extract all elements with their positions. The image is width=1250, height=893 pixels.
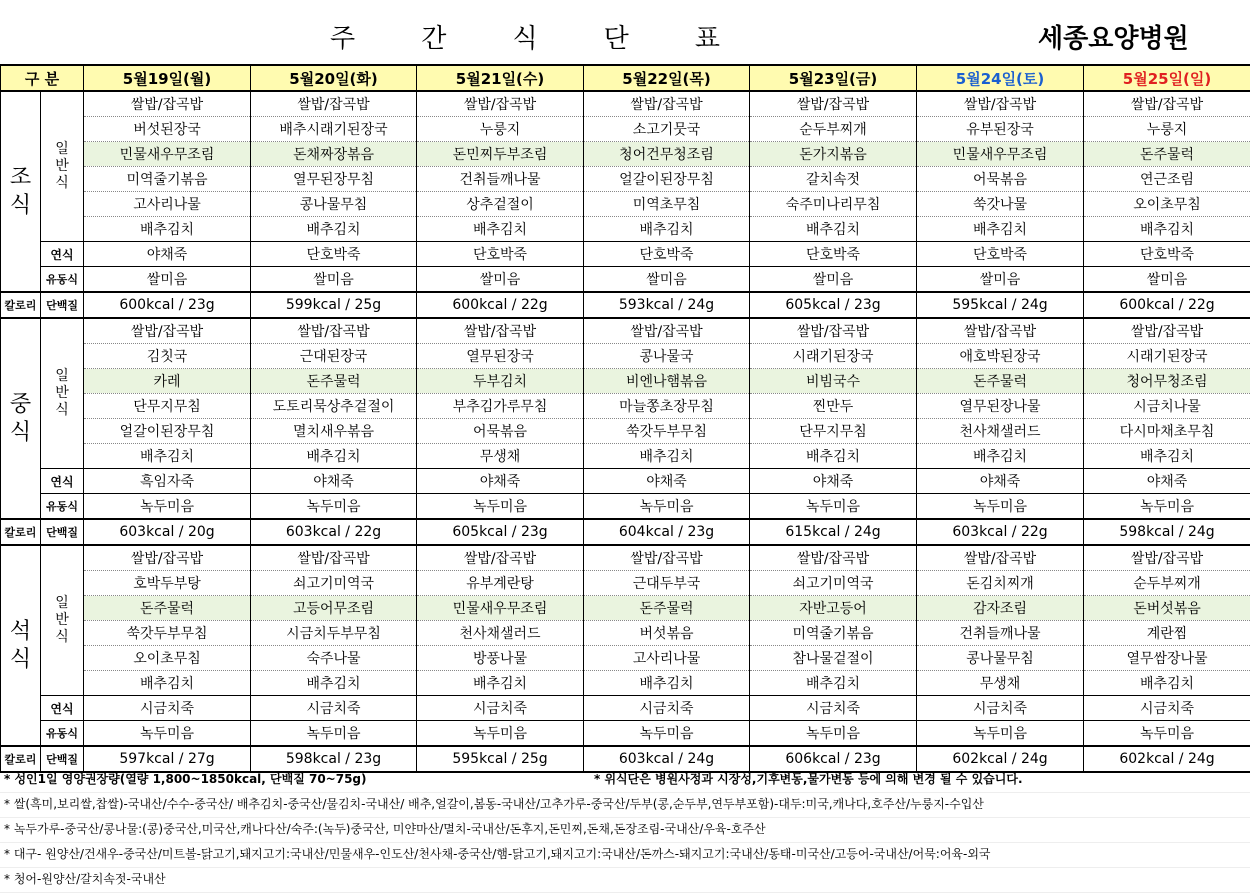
day-header-saturday: 5월24일(토) — [917, 65, 1084, 91]
menu-item: 시래기된장국 — [1084, 344, 1250, 369]
meal-label — [1, 545, 41, 746]
menu-item: 쌀밥/잡곡밥 — [584, 545, 750, 571]
liquid-diet-item: 녹두미음 — [417, 721, 584, 747]
soft-diet-item: 야채죽 — [417, 469, 584, 494]
meal-name: 조식 — [10, 164, 32, 219]
menu-item: 숙주나물 — [251, 646, 417, 671]
menu-row — [1, 167, 1250, 192]
menu-item: 배추김치 — [417, 217, 584, 242]
calorie-value: 600kcal / 22g — [1084, 292, 1250, 318]
menu-item: 미역줄기볶음 — [84, 167, 251, 192]
menu-row — [1, 621, 1250, 646]
menu-item: 쌀밥/잡곡밥 — [584, 318, 750, 344]
menu-item: 쌀밥/잡곡밥 — [84, 318, 251, 344]
menu-item: 배추김치 — [84, 671, 251, 696]
origin-note: * 쌀(흑미,보리쌀,찹쌀)-국내산/수수-중국산/ 배추김치-중국산/물김치-국내산/ 배추,얼갈이,봄동-국내산/고추가루-중국산/두부(콩,순두부,연두부포함)-대두:미국,캐나다,호주산/누룽지-수입산 — [0, 793, 1250, 818]
soft-diet-item: 단호박죽 — [750, 242, 917, 267]
calorie-value: 605kcal / 23g — [750, 292, 917, 318]
liquid-diet-item: 녹두미음 — [750, 494, 917, 520]
menu-item: 배추김치 — [750, 444, 917, 469]
menu-item: 쌀밥/잡곡밥 — [84, 91, 251, 117]
menu-item: 민물새우무조림 — [417, 596, 584, 621]
soft-diet-label: 연식 — [41, 242, 84, 267]
liquid-diet-item: 녹두미음 — [1084, 721, 1250, 747]
menu-row — [1, 394, 1250, 419]
menu-item: 어묵볶음 — [917, 167, 1084, 192]
liquid-diet-item: 녹두미음 — [251, 494, 417, 520]
soft-diet-item: 야채죽 — [1084, 469, 1250, 494]
calorie-value: 602kcal / 24g — [917, 746, 1084, 772]
soft-diet-item: 야채죽 — [750, 469, 917, 494]
menu-item: 미역줄기볶음 — [750, 621, 917, 646]
soft-diet-item: 야채죽 — [917, 469, 1084, 494]
menu-item: 참나물겉절이 — [750, 646, 917, 671]
menu-item: 버섯볶음 — [584, 621, 750, 646]
menu-item: 돈주물럭 — [251, 369, 417, 394]
menu-item: 배추김치 — [1084, 444, 1250, 469]
general-diet-text: 일반식 — [55, 368, 69, 418]
title-char: 간 — [421, 18, 446, 55]
soft-diet-item: 단호박죽 — [917, 242, 1084, 267]
menu-item: 배추김치 — [917, 444, 1084, 469]
calorie-value: 598kcal / 23g — [251, 746, 417, 772]
header-row — [1, 65, 1250, 91]
liquid-diet-item: 쌀미음 — [1084, 267, 1250, 293]
liquid-diet-row — [1, 494, 1250, 520]
menu-item: 근대두부국 — [584, 571, 750, 596]
origin-note: * 청어-원양산/갈치속젓-국내산 — [0, 868, 1250, 893]
menu-item: 배추김치 — [1084, 217, 1250, 242]
title-char: 표 — [695, 18, 720, 55]
menu-row — [1, 344, 1250, 369]
title-char: 단 — [604, 18, 629, 55]
menu-item: 청어건무청조림 — [584, 142, 750, 167]
menu-item: 도토리묵상추겉절이 — [251, 394, 417, 419]
menu-item: 상추겉절이 — [417, 192, 584, 217]
menu-item: 연근조림 — [1084, 167, 1250, 192]
menu-item: 돈주물럭 — [917, 369, 1084, 394]
menu-row — [1, 545, 1250, 571]
menu-item: 누룽지 — [1084, 117, 1250, 142]
menu-item: 김칫국 — [84, 344, 251, 369]
menu-item: 카레 — [84, 369, 251, 394]
soft-diet-label: 연식 — [41, 469, 84, 494]
menu-item: 쌀밥/잡곡밥 — [417, 318, 584, 344]
menu-item: 돈주물럭 — [584, 596, 750, 621]
soft-diet-item: 단호박죽 — [1084, 242, 1250, 267]
title-bar — [0, 0, 1250, 64]
menu-item: 돈주물럭 — [84, 596, 251, 621]
menu-row — [1, 646, 1250, 671]
liquid-diet-item: 녹두미음 — [251, 721, 417, 747]
menu-item: 고사리나물 — [84, 192, 251, 217]
menu-item: 근대된장국 — [251, 344, 417, 369]
soft-diet-item: 단호박죽 — [251, 242, 417, 267]
menu-item: 쌀밥/잡곡밥 — [417, 545, 584, 571]
menu-item: 콩나물무침 — [251, 192, 417, 217]
menu-item: 배추김치 — [251, 444, 417, 469]
menu-row — [1, 671, 1250, 696]
menu-row — [1, 571, 1250, 596]
menu-item: 유부계란탕 — [417, 571, 584, 596]
menu-item: 마늘쫑초장무침 — [584, 394, 750, 419]
menu-item: 배추김치 — [584, 217, 750, 242]
menu-item: 쌀밥/잡곡밥 — [917, 91, 1084, 117]
menu-item: 돈민찌두부조림 — [417, 142, 584, 167]
menu-item: 돈버섯볶음 — [1084, 596, 1250, 621]
liquid-diet-item: 쌀미음 — [750, 267, 917, 293]
liquid-diet-item: 쌀미음 — [251, 267, 417, 293]
soft-diet-item: 야채죽 — [584, 469, 750, 494]
menu-item: 돈주물럭 — [1084, 142, 1250, 167]
weekly-menu-table — [0, 64, 1250, 773]
menu-item: 쌀밥/잡곡밥 — [251, 545, 417, 571]
menu-item: 건취들깨나물 — [417, 167, 584, 192]
menu-item: 배추시래기된장국 — [251, 117, 417, 142]
menu-item: 순두부찌개 — [750, 117, 917, 142]
menu-item: 다시마채초무침 — [1084, 419, 1250, 444]
menu-row — [1, 318, 1250, 344]
calorie-label: 칼로리 — [1, 519, 41, 545]
menu-item: 감자조림 — [917, 596, 1084, 621]
menu-item: 열무된장무침 — [251, 167, 417, 192]
hospital-name: 세종요양병원 — [1038, 18, 1189, 55]
menu-item: 쌀밥/잡곡밥 — [917, 545, 1084, 571]
menu-item: 버섯된장국 — [84, 117, 251, 142]
calorie-label: 칼로리 — [1, 292, 41, 318]
menu-item: 배추김치 — [750, 671, 917, 696]
menu-item: 쌀밥/잡곡밥 — [917, 318, 1084, 344]
liquid-diet-item: 쌀미음 — [917, 267, 1084, 293]
menu-item: 시래기된장국 — [750, 344, 917, 369]
menu-item: 방풍나물 — [417, 646, 584, 671]
menu-item: 배추김치 — [917, 217, 1084, 242]
protein-label: 단백질 — [41, 519, 84, 545]
general-diet-label — [41, 545, 84, 696]
menu-item: 유부된장국 — [917, 117, 1084, 142]
notes-section — [0, 768, 1250, 893]
menu-item: 쇠고기미역국 — [750, 571, 917, 596]
menu-row — [1, 217, 1250, 242]
menu-item: 두부김치 — [417, 369, 584, 394]
calorie-value: 598kcal / 24g — [1084, 519, 1250, 545]
calorie-value: 603kcal / 22g — [917, 519, 1084, 545]
title-char: 주 — [330, 18, 355, 55]
menu-row — [1, 596, 1250, 621]
general-diet-label — [41, 318, 84, 469]
menu-item: 쌀밥/잡곡밥 — [251, 318, 417, 344]
liquid-diet-item: 쌀미음 — [584, 267, 750, 293]
menu-item: 쌀밥/잡곡밥 — [84, 545, 251, 571]
menu-item: 쌀밥/잡곡밥 — [750, 545, 917, 571]
soft-diet-label: 연식 — [41, 696, 84, 721]
menu-row — [1, 369, 1250, 394]
menu-item: 쌀밥/잡곡밥 — [584, 91, 750, 117]
calorie-value: 595kcal / 24g — [917, 292, 1084, 318]
notes-summary — [0, 768, 1250, 793]
menu-row — [1, 142, 1250, 167]
menu-item: 쌀밥/잡곡밥 — [417, 91, 584, 117]
menu-item: 찐만두 — [750, 394, 917, 419]
menu-change-disclaimer: * 위식단은 병원사정과 시장성,기후변동,물가변동 등에 의해 변경 될 수 있습니다. — [594, 768, 1023, 792]
menu-item: 쌀밥/잡곡밥 — [750, 91, 917, 117]
menu-item: 열무된장나물 — [917, 394, 1084, 419]
liquid-diet-item: 녹두미음 — [84, 721, 251, 747]
menu-item: 건취들깨나물 — [917, 621, 1084, 646]
menu-item: 민물새우무조림 — [917, 142, 1084, 167]
calorie-label: 칼로리 — [1, 746, 41, 772]
liquid-diet-row — [1, 721, 1250, 747]
soft-diet-item: 시금치죽 — [917, 696, 1084, 721]
origin-note: * 대구- 원양산/건새우-중국산/미트볼-닭고기,돼지고기:국내산/민물새우-인도산/천사채-중국산/햄-닭고기,돼지고기:국내산/돈까스-돼지고기:국내산/동태-미국산/고등어-국내산/어묵:어육-외국 — [0, 843, 1250, 868]
soft-diet-item: 시금치죽 — [750, 696, 917, 721]
menu-row — [1, 91, 1250, 117]
liquid-diet-item: 녹두미음 — [1084, 494, 1250, 520]
menu-item: 민물새우무조림 — [84, 142, 251, 167]
menu-item: 누룽지 — [417, 117, 584, 142]
calorie-value: 604kcal / 23g — [584, 519, 750, 545]
day-header: 5월20일(화) — [251, 65, 417, 91]
menu-item: 열무된장국 — [417, 344, 584, 369]
title-char: 식 — [512, 18, 537, 55]
recommended-intake-note: * 성인1일 영양권장량(열량 1,800~1850kcal, 단백질 70~75g) — [4, 768, 594, 792]
menu-item: 쌀밥/잡곡밥 — [1084, 91, 1250, 117]
menu-item: 쑥갓두부무침 — [84, 621, 251, 646]
soft-diet-row — [1, 696, 1250, 721]
menu-item: 천사채샐러드 — [417, 621, 584, 646]
day-header: 5월21일(수) — [417, 65, 584, 91]
menu-item: 시금치두부무침 — [251, 621, 417, 646]
calorie-value: 603kcal / 24g — [584, 746, 750, 772]
menu-item: 무생채 — [417, 444, 584, 469]
meal-name: 중식 — [10, 391, 32, 446]
liquid-diet-item: 쌀미음 — [84, 267, 251, 293]
menu-item: 쌀밥/잡곡밥 — [1084, 318, 1250, 344]
menu-item: 자반고등어 — [750, 596, 917, 621]
menu-item: 오이초무침 — [1084, 192, 1250, 217]
menu-item: 비엔나햄볶음 — [584, 369, 750, 394]
menu-item: 비빔국수 — [750, 369, 917, 394]
calorie-value: 597kcal / 27g — [84, 746, 251, 772]
menu-item: 시금치나물 — [1084, 394, 1250, 419]
calorie-value: 615kcal / 24g — [750, 519, 917, 545]
menu-item: 쇠고기미역국 — [251, 571, 417, 596]
day-header: 5월23일(금) — [750, 65, 917, 91]
menu-item: 고사리나물 — [584, 646, 750, 671]
protein-label: 단백질 — [41, 746, 84, 772]
soft-diet-item: 야채죽 — [251, 469, 417, 494]
menu-item: 미역초무침 — [584, 192, 750, 217]
menu-item: 무생채 — [917, 671, 1084, 696]
liquid-diet-item: 녹두미음 — [84, 494, 251, 520]
calorie-value: 603kcal / 20g — [84, 519, 251, 545]
soft-diet-item: 시금치죽 — [584, 696, 750, 721]
menu-item: 얼갈이된장무침 — [84, 419, 251, 444]
calorie-value: 605kcal / 23g — [417, 519, 584, 545]
liquid-diet-row — [1, 267, 1250, 293]
menu-item: 열무쌈장나물 — [1084, 646, 1250, 671]
menu-item: 콩나물무침 — [917, 646, 1084, 671]
liquid-diet-item: 녹두미음 — [584, 721, 750, 747]
menu-item: 단무지무침 — [750, 419, 917, 444]
calorie-value: 595kcal / 25g — [417, 746, 584, 772]
menu-item: 쑥갓나물 — [917, 192, 1084, 217]
protein-label: 단백질 — [41, 292, 84, 318]
menu-row — [1, 444, 1250, 469]
liquid-diet-item: 녹두미음 — [917, 494, 1084, 520]
menu-item: 배추김치 — [251, 671, 417, 696]
menu-item: 어묵볶음 — [417, 419, 584, 444]
menu-item: 숙주미나리무침 — [750, 192, 917, 217]
menu-item: 배추김치 — [584, 671, 750, 696]
menu-item: 쑥갓두부무침 — [584, 419, 750, 444]
menu-item: 얼갈이된장무침 — [584, 167, 750, 192]
menu-item: 배추김치 — [750, 217, 917, 242]
meal-name: 석식 — [10, 618, 32, 673]
soft-diet-item: 시금치죽 — [417, 696, 584, 721]
soft-diet-row — [1, 242, 1250, 267]
soft-diet-item: 흑임자죽 — [84, 469, 251, 494]
soft-diet-item: 시금치죽 — [1084, 696, 1250, 721]
liquid-diet-item: 쌀미음 — [417, 267, 584, 293]
liquid-diet-item: 녹두미음 — [417, 494, 584, 520]
day-header: 5월22일(목) — [584, 65, 750, 91]
liquid-diet-item: 녹두미음 — [917, 721, 1084, 747]
menu-item: 배추김치 — [251, 217, 417, 242]
menu-item: 돈채짜장볶음 — [251, 142, 417, 167]
calorie-value: 593kcal / 24g — [584, 292, 750, 318]
calorie-value: 600kcal / 23g — [84, 292, 251, 318]
calorie-value: 602kcal / 24g — [1084, 746, 1250, 772]
menu-row — [1, 117, 1250, 142]
menu-item: 배추김치 — [584, 444, 750, 469]
menu-item: 소고기뭇국 — [584, 117, 750, 142]
menu-item: 배추김치 — [84, 217, 251, 242]
soft-diet-item: 시금치죽 — [251, 696, 417, 721]
menu-item: 단무지무침 — [84, 394, 251, 419]
general-diet-label — [41, 91, 84, 242]
menu-item: 순두부찌개 — [1084, 571, 1250, 596]
menu-item: 돈가지볶음 — [750, 142, 917, 167]
menu-item: 쌀밥/잡곡밥 — [251, 91, 417, 117]
menu-item: 콩나물국 — [584, 344, 750, 369]
menu-row — [1, 419, 1250, 444]
menu-item: 갈치속젓 — [750, 167, 917, 192]
meal-label — [1, 91, 41, 292]
menu-item: 쌀밥/잡곡밥 — [1084, 545, 1250, 571]
day-header-sunday: 5월25일(일) — [1084, 65, 1250, 91]
menu-item: 배추김치 — [1084, 671, 1250, 696]
page-title — [330, 18, 720, 55]
calorie-value: 606kcal / 23g — [750, 746, 917, 772]
calorie-row — [1, 292, 1250, 318]
soft-diet-item: 시금치죽 — [84, 696, 251, 721]
origin-note: * 녹두가루-중국산/콩나물:(콩)중국산,미국산,캐나다산/숙주:(녹두)중국산, 미얀마산/멸치-국내산/돈후지,돈민찌,돈채,돈장조림-국내산/우육-호주산 — [0, 818, 1250, 843]
liquid-diet-item: 녹두미음 — [750, 721, 917, 747]
menu-item: 돈김치찌개 — [917, 571, 1084, 596]
menu-item: 멸치새우볶음 — [251, 419, 417, 444]
day-header: 5월19일(월) — [84, 65, 251, 91]
menu-item: 고등어무조림 — [251, 596, 417, 621]
menu-item: 쌀밥/잡곡밥 — [750, 318, 917, 344]
soft-diet-item: 단호박죽 — [584, 242, 750, 267]
calorie-value: 603kcal / 22g — [251, 519, 417, 545]
soft-diet-item: 단호박죽 — [417, 242, 584, 267]
liquid-diet-label: 유동식 — [41, 721, 84, 747]
menu-item: 배추김치 — [417, 671, 584, 696]
menu-item: 애호박된장국 — [917, 344, 1084, 369]
liquid-diet-item: 녹두미음 — [584, 494, 750, 520]
soft-diet-row — [1, 469, 1250, 494]
menu-item: 청어무청조림 — [1084, 369, 1250, 394]
liquid-diet-label: 유동식 — [41, 267, 84, 293]
menu-row — [1, 192, 1250, 217]
menu-item: 배추김치 — [84, 444, 251, 469]
liquid-diet-label: 유동식 — [41, 494, 84, 520]
menu-item: 부추김가루무침 — [417, 394, 584, 419]
menu-item: 호박두부탕 — [84, 571, 251, 596]
soft-diet-item: 야채죽 — [84, 242, 251, 267]
calorie-row — [1, 519, 1250, 545]
menu-item: 천사채샐러드 — [917, 419, 1084, 444]
menu-item: 계란찜 — [1084, 621, 1250, 646]
general-diet-text: 일반식 — [55, 595, 69, 645]
menu-item: 오이초무침 — [84, 646, 251, 671]
calorie-value: 600kcal / 22g — [417, 292, 584, 318]
header-label: 구 분 — [1, 65, 84, 91]
meal-label — [1, 318, 41, 519]
general-diet-text: 일반식 — [55, 141, 69, 191]
calorie-value: 599kcal / 25g — [251, 292, 417, 318]
